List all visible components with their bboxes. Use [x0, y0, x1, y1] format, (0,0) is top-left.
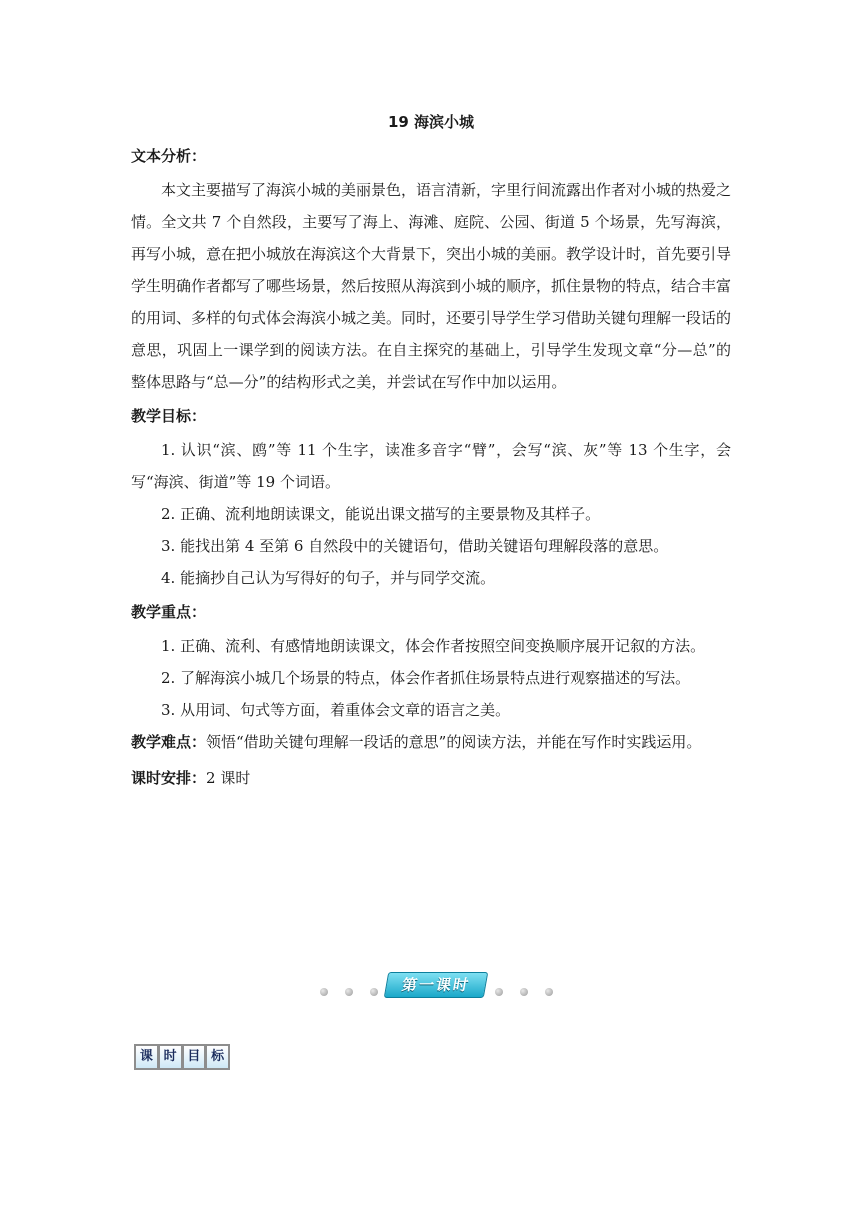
teaching-focus-heading: 教学重点：	[131, 603, 207, 621]
teaching-goals-heading: 教学目标：	[131, 407, 207, 425]
page-title: 19 海滨小城	[387, 113, 475, 131]
teaching-goal-item: 4. 能摘抄自己认为写得好的句子，并与同学交流。	[161, 569, 496, 587]
teaching-goal-item: 3. 能找出第 4 至第 6 自然段中的关键语句，借助关键语句理解段落的意思。	[161, 537, 669, 555]
section-tag-char: 时	[160, 1046, 181, 1068]
dot-decoration	[520, 988, 528, 996]
lesson-banner	[0, 972, 860, 998]
schedule-line	[131, 762, 731, 794]
dot-decoration	[545, 988, 553, 996]
schedule-label: 课时安排：	[131, 769, 207, 787]
dot-decoration	[320, 988, 328, 996]
text-analysis-heading: 文本分析：	[131, 147, 207, 165]
teaching-difficulty-text: 领悟“借助关键句理解一段话的意思”的阅读方法，并能在写作时实践运用。	[206, 733, 702, 751]
section-tag	[134, 1044, 230, 1070]
teaching-difficulty-label: 教学难点：	[131, 733, 207, 751]
dot-decoration	[495, 988, 503, 996]
section-tag-char: 标	[207, 1046, 228, 1068]
text-analysis-paragraph: 本文主要描写了海滨小城的美丽景色，语言清新，字里行间流露出作者对小城的热爱之情。全文共 7 个自然段，主要写了海上、海滩、庭院、公园、街道 5 个场景，先写海滨，再写小城，意在把小城放在海滨这个大背景下，突出小城的美丽。教学设计时，首先要引导学生明确作者都写了哪些场景，然后按照从海滨到小城的顺序，抓住景物的特点，结合丰富的用词、多样的句式体会海滨小城之美。同时，还要引导学生学习借助关键句理解一段话的意思，巩固上一课学到的阅读方法。在自主探究的基础上，引导学生发现文章“分—总”的整体思路与“总—分”的结构形式之美，并尝试在写作中加以运用。	[131, 181, 732, 391]
section-tag-char: 课	[136, 1046, 157, 1068]
teaching-focus-item: 3. 从用词、句式等方面，着重体会文章的语言之美。	[161, 701, 511, 719]
teaching-focus-item: 2. 了解海滨小城几个场景的特点，体会作者抓住场景特点进行观察描述的写法。	[161, 669, 691, 687]
document-body	[131, 112, 731, 794]
schedule-text: 2 课时	[206, 769, 251, 787]
section-tag-char: 目	[184, 1046, 205, 1068]
teaching-difficulty-line	[131, 726, 731, 758]
dot-decoration	[345, 988, 353, 996]
lesson-banner-label: 第一课时	[384, 972, 489, 998]
teaching-goal-item: 2. 正确、流利地朗读课文，能说出课文描写的主要景物及其样子。	[161, 505, 601, 523]
dot-decoration	[370, 988, 378, 996]
teaching-focus-item: 1. 正确、流利、有感情地朗读课文，体会作者按照空间变换顺序展开记叙的方法。	[161, 637, 706, 655]
teaching-goal-item: 1. 认识“滨、鸥”等 11 个生字，读准多音字“臂”，会写“滨、灰”等 13 个生字，会写“海滨、街道”等 19 个词语。	[131, 441, 731, 491]
banner-dots-right	[495, 981, 570, 1000]
